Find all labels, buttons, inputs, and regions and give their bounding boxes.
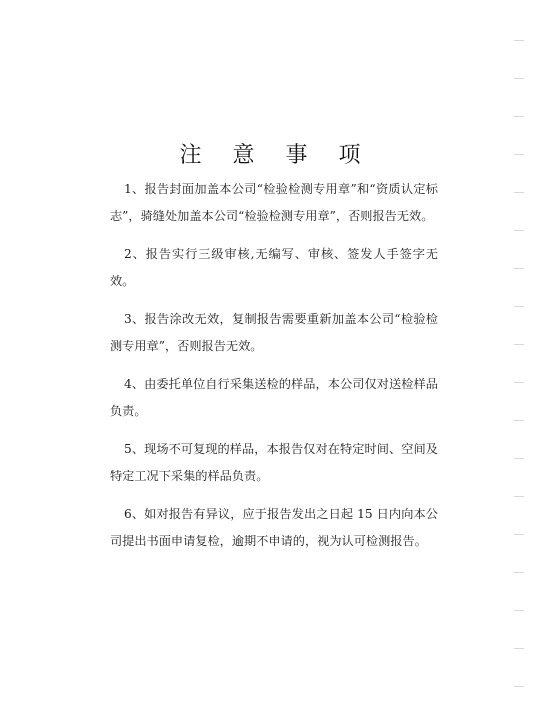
edge-mark [514,534,524,535]
notice-item-3: 3、报告涂改无效，复制报告需要重新加盖本公司“检验检测专用章”，否则报告无效。 [110,312,438,353]
notice-item-5: 5、现场不可复现的样品，本报告仅对在特定时间、空间及特定工况下采集的样品负责。 [110,442,438,483]
edge-mark [514,268,524,269]
edge-mark [514,78,524,79]
edge-mark [514,686,524,687]
edge-mark [514,496,524,497]
notice-item-6: 6、如对报告有异议，应于报告发出之日起 15 日内向本公司提出书面申请复检，逾期不申请的，视为认可检测报告。 [110,507,438,548]
edge-mark [514,192,524,193]
edge-mark [514,458,524,459]
edge-mark [514,306,524,307]
edge-mark [514,648,524,649]
notice-item-2: 2、报告实行三级审核,无编写、审核、签发人手签字无效。 [110,247,438,288]
binding-edge-marks [500,0,540,726]
page-title: 注 意 事 项 [179,143,373,168]
notice-item-4: 4、由委托单位自行采集送检的样品，本公司仅对送检样品负责。 [110,377,438,418]
notice-body [110,176,438,566]
edge-mark [514,230,524,231]
edge-mark [514,572,524,573]
edge-mark [514,610,524,611]
edge-mark [514,382,524,383]
edge-mark [514,116,524,117]
edge-mark [514,420,524,421]
edge-mark [514,154,524,155]
edge-mark [514,344,524,345]
notice-item-1: 1、报告封面加盖本公司“检验检测专用章”和“资质认定标志”，骑缝处加盖本公司“检验检测专用章”，否则报告无效。 [110,182,438,223]
edge-mark [514,40,524,41]
